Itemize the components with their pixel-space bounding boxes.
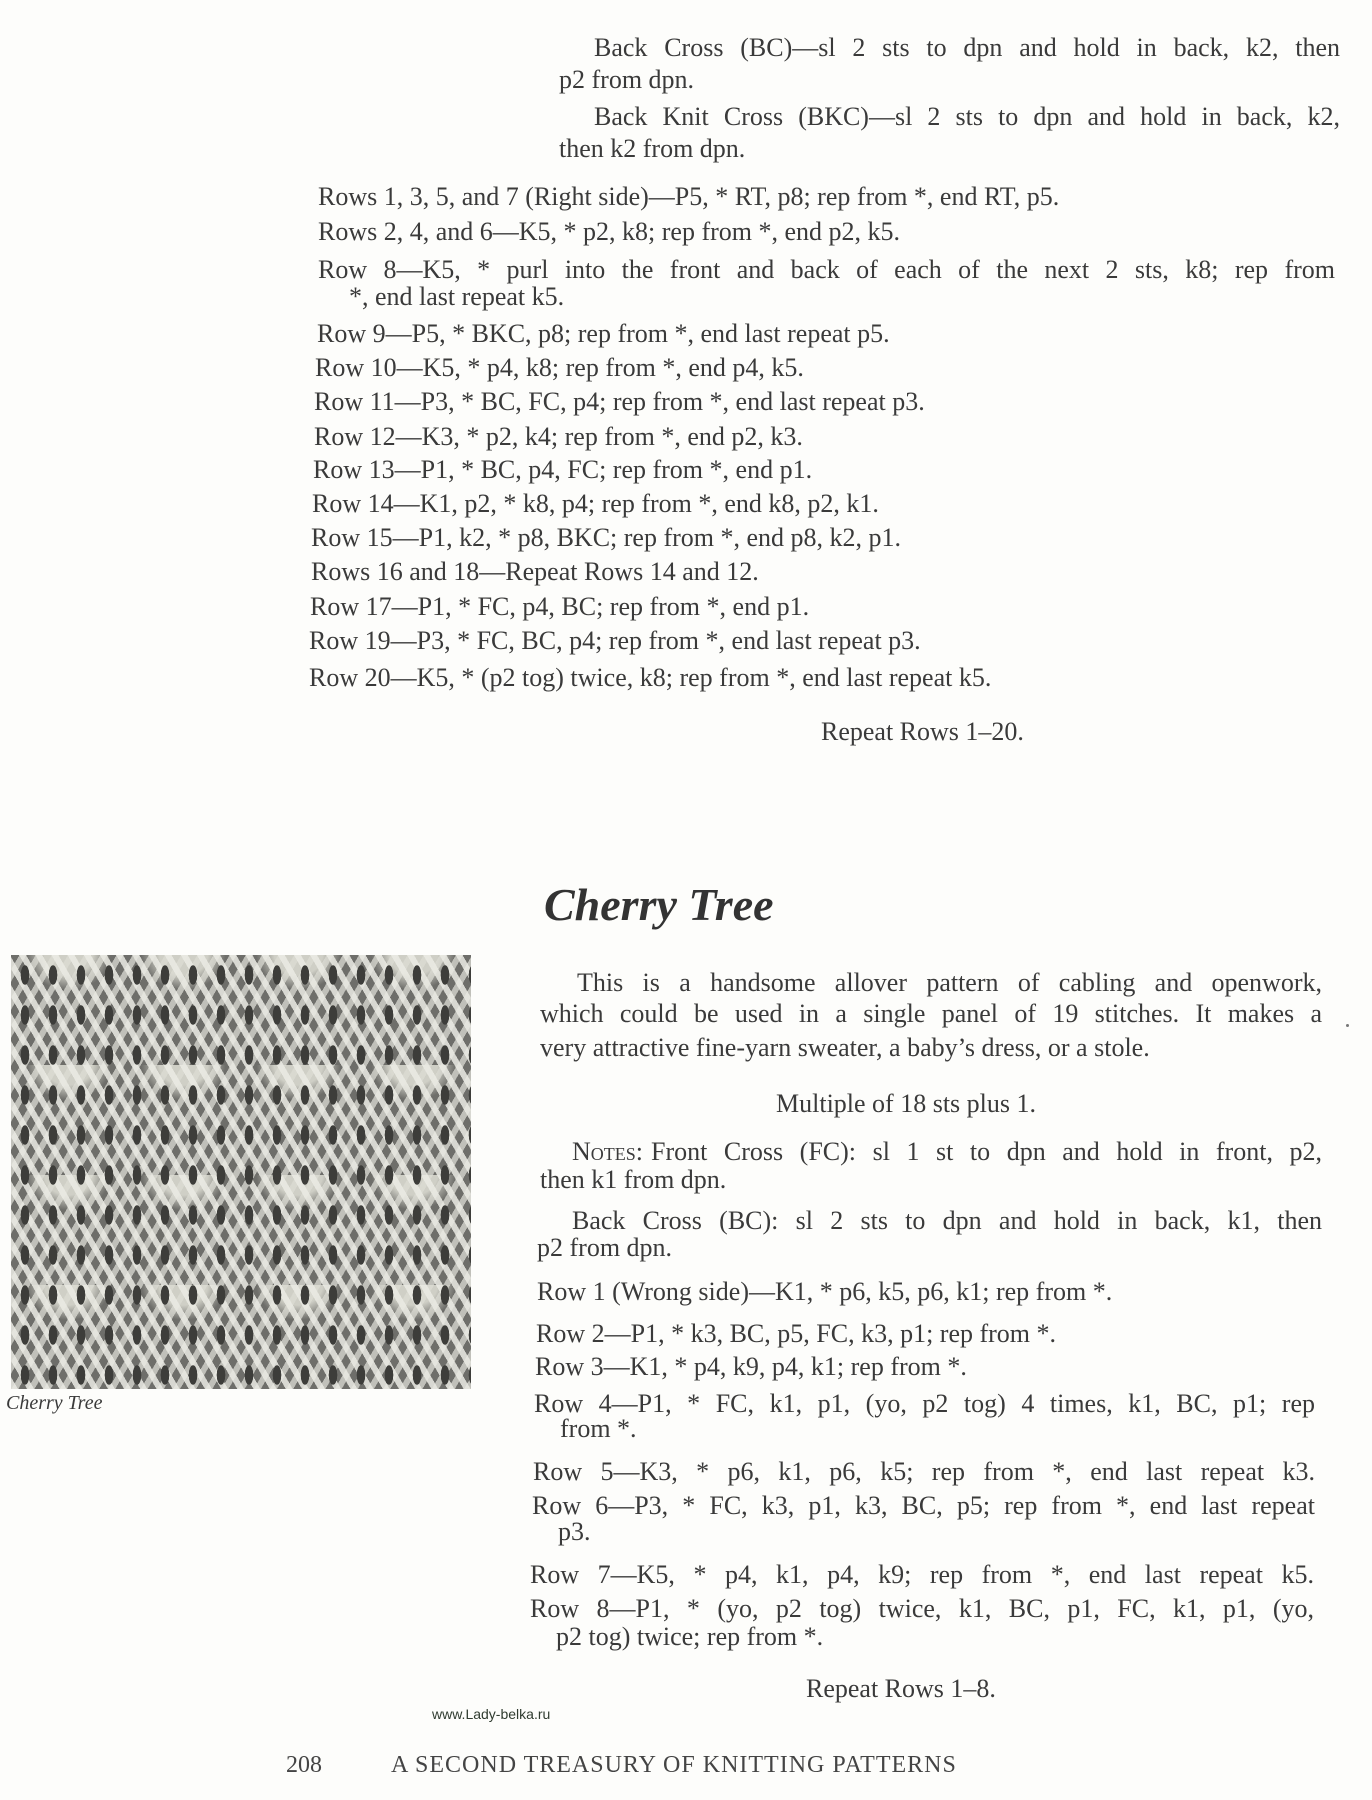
note-text: p2 from dpn. [537, 1233, 673, 1262]
row-instruction: Rows 2, 4, and 6—K5, * p2, k8; rep from *, end p2, k5. [318, 217, 901, 246]
note-back-knit-cross-line2: then k2 from dpn. [559, 134, 746, 163]
row-instruction: Row 17—P1, * FC, p4, BC; rep from *, end p1. [310, 592, 810, 621]
row-instruction: Row 15—P1, k2, * p8, BKC; rep from *, end p8, k2, p1. [311, 523, 902, 552]
row-instruction: Row 10—K5, * p4, k8; rep from *, end p4, k5. [315, 353, 804, 382]
row-instruction: Row 9—P5, * BKC, p8; rep from *, end last repeat p5. [317, 319, 890, 348]
row-instruction: Row 13—P1, * BC, p4, FC; rep from *, end p1. [313, 455, 813, 484]
note-text: then k1 from dpn. [540, 1165, 727, 1194]
row-instruction: Row 12—K3, * p2, k4; rep from *, end p2, k3. [314, 422, 803, 451]
pattern-title: Cherry Tree [544, 879, 774, 930]
row-instruction: Row 11—P3, * BC, FC, p4; rep from *, end last repeat p3. [314, 387, 925, 416]
row-instruction: Row 4—P1, * FC, k1, p1, (yo, p2 tog) 4 times, k1, BC, p1; rep [534, 1389, 1315, 1418]
note-back-cross-line1: Back Cross (BC)—sl 2 sts to dpn and hold in back, k2, then [594, 33, 1340, 62]
row-instruction-cont: p3. [558, 1517, 591, 1546]
row-instruction: Rows 16 and 18—Repeat Rows 14 and 12. [311, 557, 759, 586]
watermark-link: www.Lady-belka.ru [432, 1706, 551, 1722]
page-number: 208 [286, 1752, 322, 1778]
row-instruction-cont: *, end last repeat k5. [349, 282, 565, 311]
row-instruction: Row 14—K1, p2, * k8, p4; rep from *, end k8, p2, k1. [312, 489, 879, 518]
row-instruction: Row 7—K5, * p4, k1, p4, k9; rep from *, end last repeat k5. [530, 1560, 1314, 1589]
note-back-cross-line2: p2 from dpn. [559, 65, 695, 94]
row-instruction: Row 8—K5, * purl into the front and back of each of the next 2 sts, k8; rep from [318, 255, 1335, 284]
stitch-multiple: Multiple of 18 sts plus 1. [776, 1089, 1037, 1118]
row-instruction: Row 20—K5, * (p2 tog) twice, k8; rep from *, end last repeat k5. [309, 663, 992, 692]
notes-front-cross [572, 1137, 1322, 1167]
intro-line: This is a handsome allover pattern of cabling and openwork, [577, 968, 1322, 997]
row-instruction-cont: from *. [560, 1414, 637, 1443]
repeat-instruction: Repeat Rows 1–20. [821, 717, 1024, 746]
scan-speck [1346, 1024, 1349, 1027]
notes-label: Notes: [572, 1137, 643, 1166]
row-instruction: Row 2—P1, * k3, BC, p5, FC, k3, p1; rep from *. [536, 1319, 1057, 1348]
row-instruction-cont: p2 tog) twice; rep from *. [556, 1622, 824, 1651]
row-instruction: Row 6—P3, * FC, k3, p1, k3, BC, p5; rep from *, end last repeat [532, 1491, 1315, 1520]
row-instruction: Row 8—P1, * (yo, p2 tog) twice, k1, BC, p1, FC, k1, p1, (yo, [530, 1594, 1314, 1623]
book-title: A SECOND TREASURY OF KNITTING PATTERNS [391, 1752, 957, 1778]
intro-line: very attractive fine-yarn sweater, a baby’s dress, or a stole. [540, 1033, 1150, 1062]
row-instruction: Row 1 (Wrong side)—K1, * p6, k5, p6, k1; rep from *. [537, 1277, 1113, 1306]
row-instruction: Row 19—P3, * FC, BC, p4; rep from *, end last repeat p3. [309, 626, 921, 655]
note-text: Front Cross (FC): sl 1 st to dpn and hold in front, p2, [651, 1137, 1322, 1166]
row-instruction: Rows 1, 3, 5, and 7 (Right side)—P5, * RT, p8; rep from *, end RT, p5. [318, 182, 1060, 211]
note-text: Back Cross (BC): sl 2 sts to dpn and hold in back, k1, then [572, 1206, 1322, 1235]
repeat-instruction: Repeat Rows 1–8. [806, 1674, 996, 1703]
photo-caption: Cherry Tree [6, 1392, 103, 1414]
row-instruction: Row 5—K3, * p6, k1, p6, k5; rep from *, end last repeat k3. [533, 1457, 1315, 1486]
intro-line: which could be used in a single panel of 19 stitches. It makes a [540, 999, 1322, 1028]
row-instruction: Row 3—K1, * p4, k9, p4, k1; rep from *. [535, 1352, 967, 1381]
knitting-swatch-photo [11, 955, 471, 1389]
note-back-knit-cross-line1: Back Knit Cross (BKC)—sl 2 sts to dpn and hold in back, k2, [594, 102, 1340, 131]
